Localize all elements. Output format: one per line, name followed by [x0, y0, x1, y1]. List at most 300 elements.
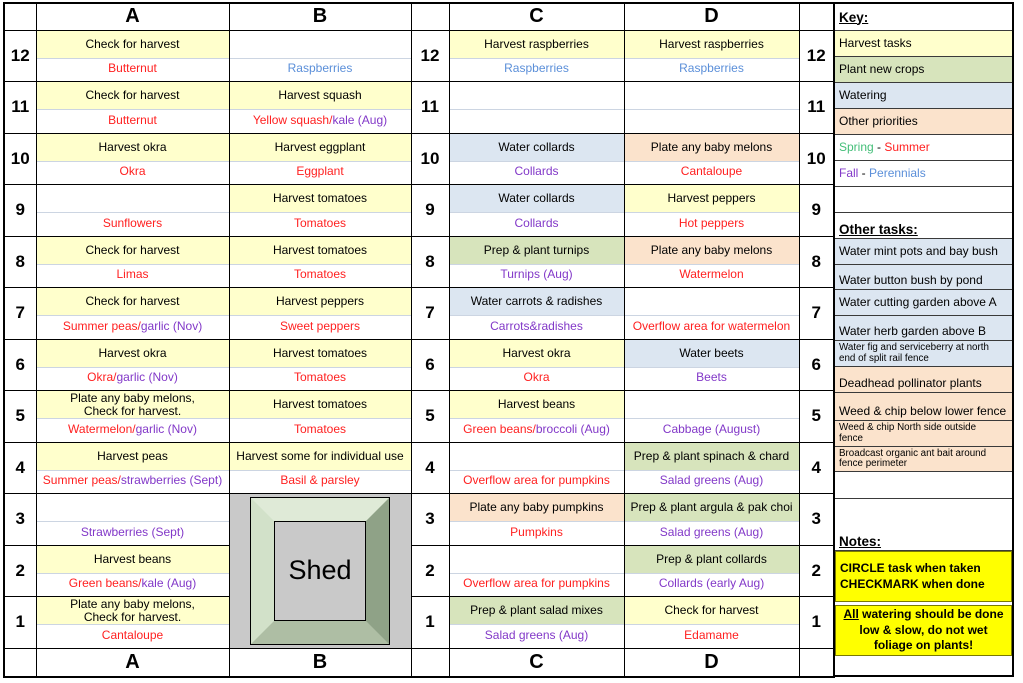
text-line — [625, 347, 799, 360]
cell-content — [450, 237, 624, 285]
cell-content — [625, 443, 799, 491]
task-B9 — [230, 185, 411, 213]
cell-A11[interactable] — [36, 82, 229, 134]
cell-A7[interactable] — [36, 288, 229, 340]
crop-D8 — [625, 265, 799, 285]
crop-D6 — [625, 368, 799, 388]
crop-A12 — [37, 59, 229, 79]
text-segment: - — [873, 140, 885, 154]
cell-D9[interactable] — [624, 185, 799, 237]
text-segment: Harvest some for individual use — [236, 448, 404, 463]
row-number-1[interactable]: 1 — [4, 597, 36, 649]
crop-B7 — [230, 316, 411, 336]
cell-D1[interactable] — [624, 597, 799, 649]
cell-B9[interactable] — [229, 185, 411, 237]
text-segment: Overflow area for watermelon — [632, 318, 791, 333]
cell-content — [37, 443, 229, 491]
text-segment: Harvest okra — [98, 139, 167, 154]
task-C9 — [450, 185, 624, 213]
row-number-6[interactable]: 6 — [411, 339, 449, 391]
text-line — [840, 623, 1007, 639]
text-segment: - — [858, 166, 870, 180]
text-line — [450, 604, 624, 617]
task-water-fig-serviceberry[interactable] — [835, 341, 1012, 367]
text-segment: Collards — [514, 215, 559, 230]
text-segment: Green beans/ — [68, 576, 142, 590]
task-D4 — [625, 443, 799, 471]
row-number-2[interactable]: 2 — [799, 545, 834, 597]
task-D8 — [625, 237, 799, 265]
column-footer-A[interactable]: A — [36, 648, 229, 677]
row-number-11[interactable]: 11 — [799, 82, 834, 134]
task-A9 — [37, 185, 229, 213]
text-segment: Other tasks: — [839, 222, 918, 237]
text-line — [839, 141, 1008, 154]
key-spacer-3[interactable] — [835, 656, 1012, 676]
task-water-herb-garden[interactable] — [835, 316, 1012, 341]
text-segment: Harvest peas — [97, 448, 168, 463]
crop-A10 — [37, 162, 229, 182]
text-segment: Water herb garden above B — [839, 324, 986, 338]
text-segment: Cantaloupe — [680, 164, 743, 178]
text-line — [37, 38, 229, 51]
cell-A6[interactable] — [36, 339, 229, 391]
cell-content — [450, 185, 624, 233]
column-header-A[interactable]: A — [36, 3, 229, 30]
text-line — [37, 347, 229, 360]
cell-content — [230, 185, 411, 233]
crop-D3 — [625, 522, 799, 542]
key-spacer-1[interactable] — [835, 187, 1012, 213]
text-segment: Harvest raspberries — [484, 36, 589, 51]
text-segment: Raspberries — [679, 61, 744, 75]
cell-D10[interactable] — [624, 133, 799, 185]
text-line — [230, 295, 411, 308]
task-A11 — [37, 82, 229, 110]
note-circle-checkmark[interactable] — [835, 551, 1012, 602]
cell-content — [450, 288, 624, 336]
task-ant-bait[interactable] — [835, 447, 1012, 472]
text-line — [625, 141, 799, 154]
task-B5 — [230, 391, 411, 419]
crop-B6 — [230, 368, 411, 388]
cell-C1[interactable] — [449, 597, 624, 649]
note-watering-low-slow[interactable] — [835, 605, 1012, 656]
key-item-other-priorities[interactable] — [835, 109, 1012, 135]
row-number-2[interactable]: 2 — [4, 545, 36, 597]
text-segment: Water collards — [498, 139, 575, 154]
cell-content — [625, 391, 799, 439]
text-line — [230, 347, 411, 360]
row-number-9[interactable]: 9 — [4, 185, 36, 237]
task-B12 — [230, 31, 411, 59]
key-item-fall-perennials[interactable] — [835, 161, 1012, 187]
grid-row-6 — [4, 339, 834, 391]
task-deadhead-pollinators[interactable] — [835, 367, 1012, 393]
crop-C11 — [450, 110, 624, 130]
cell-C8[interactable] — [449, 236, 624, 288]
row-number-1[interactable]: 1 — [799, 597, 834, 649]
task-D9 — [625, 185, 799, 213]
crop-C10 — [450, 162, 624, 182]
crop-B4 — [230, 471, 411, 491]
cell-D2[interactable] — [624, 545, 799, 597]
text-segment: Collards (early Aug) — [658, 576, 765, 590]
cell-B12[interactable] — [229, 30, 411, 82]
column-header-D[interactable]: D — [624, 3, 799, 30]
crop-C3 — [450, 522, 624, 542]
text-segment: Fall — [839, 166, 859, 180]
cell-D7[interactable] — [624, 288, 799, 340]
cell-D4[interactable] — [624, 442, 799, 494]
text-segment: Okra — [523, 370, 550, 384]
row-number-8[interactable]: 8 — [4, 236, 36, 288]
row-number-3[interactable]: 3 — [799, 494, 834, 546]
crop-A11 — [37, 110, 229, 130]
text-line — [839, 245, 1008, 258]
row-number-9[interactable]: 9 — [411, 185, 449, 237]
text-segment: Check for harvest — [85, 36, 180, 51]
cell-content — [625, 494, 799, 542]
text-line — [230, 450, 411, 463]
cell-A12[interactable] — [36, 30, 229, 82]
text-segment: Harvest tomatoes — [272, 242, 368, 257]
text-line — [625, 192, 799, 205]
row-number-8[interactable]: 8 — [411, 236, 449, 288]
grid-row-7 — [4, 288, 834, 340]
row-number-5[interactable]: 5 — [4, 391, 36, 443]
task-D6 — [625, 340, 799, 368]
text-segment: broccoli (Aug) — [535, 421, 610, 436]
column-header-C[interactable]: C — [449, 3, 624, 30]
notes-title[interactable] — [835, 499, 1012, 551]
text-line — [450, 141, 624, 154]
task-C6 — [450, 340, 624, 368]
cell-A3[interactable] — [36, 494, 229, 546]
text-segment: Check for harvest — [85, 242, 180, 257]
footer-spacer[interactable] — [4, 648, 36, 677]
text-segment: Other priorities — [839, 114, 918, 128]
task-B11 — [230, 82, 411, 110]
row-number-12[interactable]: 12 — [4, 30, 36, 82]
row-number-12[interactable]: 12 — [799, 30, 834, 82]
text-segment: Harvest okra — [98, 345, 167, 360]
shed-area[interactable] — [229, 494, 411, 649]
crop-A3 — [37, 522, 229, 542]
row-number-4[interactable]: 4 — [799, 442, 834, 494]
text-line — [37, 553, 229, 566]
text-segment: Prep & plant spinach & chard — [633, 448, 790, 463]
text-line — [450, 501, 624, 514]
cell-content — [625, 340, 799, 388]
cell-C12[interactable] — [449, 30, 624, 82]
text-line — [839, 37, 1008, 50]
task-water-button-bush[interactable] — [835, 265, 1012, 290]
text-segment: low & slow, do not wet — [859, 622, 988, 637]
row-number-10[interactable]: 10 — [411, 133, 449, 185]
corner-cell[interactable] — [411, 3, 449, 30]
text-segment: garlic (Nov) — [140, 318, 203, 333]
corner-cell[interactable] — [799, 3, 834, 30]
column-footer-B[interactable]: B — [229, 648, 411, 677]
text-segment: Cabbage (August) — [662, 421, 761, 436]
crop-C2 — [450, 574, 624, 594]
row-number-5[interactable]: 5 — [411, 391, 449, 443]
cell-content — [37, 237, 229, 285]
corner-cell[interactable] — [4, 3, 36, 30]
cell-C7[interactable] — [449, 288, 624, 340]
cell-B10[interactable] — [229, 133, 411, 185]
crop-A2 — [37, 574, 229, 594]
text-segment: Summer — [884, 140, 930, 154]
row-number-2[interactable]: 2 — [411, 545, 449, 597]
text-segment: Tomatoes — [293, 215, 347, 230]
text-line — [839, 167, 1008, 180]
text-segment: Prep & plant salad mixes — [470, 603, 603, 617]
cell-content — [37, 134, 229, 182]
text-segment: Hot peppers — [678, 215, 745, 230]
grid-body — [4, 30, 834, 648]
column-header-row — [4, 3, 834, 30]
text-segment: Overflow area for pumpkins — [463, 576, 610, 590]
text-segment: kale (Aug) — [332, 112, 388, 127]
cell-B11[interactable] — [229, 82, 411, 134]
text-segment: Salad greens (Aug) — [484, 627, 589, 642]
row-number-10[interactable]: 10 — [799, 133, 834, 185]
other-tasks-title[interactable] — [835, 213, 1012, 239]
row-number-3[interactable]: 3 — [4, 494, 36, 546]
crop-A9 — [37, 213, 229, 233]
text-segment: Turnips (Aug) — [500, 267, 573, 281]
footer-spacer[interactable] — [411, 648, 449, 677]
row-number-7[interactable]: 7 — [4, 288, 36, 340]
text-segment: Harvest raspberries — [659, 36, 764, 51]
task-B10 — [230, 134, 411, 162]
task-weed-chip-lower-fence[interactable] — [835, 393, 1012, 421]
cell-B5[interactable] — [229, 391, 411, 443]
text-line — [37, 405, 229, 418]
cell-A10[interactable] — [36, 133, 229, 185]
row-number-11[interactable]: 11 — [4, 82, 36, 134]
cell-B8[interactable] — [229, 236, 411, 288]
column-footer-row — [4, 648, 834, 677]
text-segment: watering should be done — [858, 607, 1004, 622]
text-segment: Watermelon/ — [68, 421, 136, 436]
task-A2 — [37, 546, 229, 574]
text-line — [450, 244, 624, 257]
cell-C10[interactable] — [449, 133, 624, 185]
row-number-6[interactable]: 6 — [4, 339, 36, 391]
task-water-mint[interactable] — [835, 239, 1012, 265]
text-segment: Water button bush by pond — [839, 273, 983, 287]
row-number-7[interactable]: 7 — [799, 288, 834, 340]
cell-content — [230, 288, 411, 336]
cell-A5[interactable] — [36, 391, 229, 443]
cell-D11[interactable] — [624, 82, 799, 134]
text-segment: Harvest peppers — [275, 294, 365, 308]
text-line — [839, 115, 1008, 128]
row-number-9[interactable]: 9 — [799, 185, 834, 237]
cell-content — [625, 185, 799, 233]
cell-D6[interactable] — [624, 339, 799, 391]
text-line — [625, 501, 799, 514]
cell-content — [450, 134, 624, 182]
text-segment: fence perimeter — [839, 458, 908, 469]
crop-B5 — [230, 419, 411, 439]
text-segment: Summer peas/ — [42, 473, 121, 487]
key-item-watering[interactable] — [835, 83, 1012, 109]
cell-C5[interactable] — [449, 391, 624, 443]
task-D3 — [625, 494, 799, 522]
text-segment: Butternut — [108, 61, 157, 75]
text-line — [839, 377, 1008, 390]
text-segment: foliage on plants! — [873, 638, 974, 653]
task-D10 — [625, 134, 799, 162]
text-segment: Tomatoes — [293, 267, 347, 281]
cell-B4[interactable] — [229, 442, 411, 494]
crop-B10 — [230, 162, 411, 182]
row-number-6[interactable]: 6 — [799, 339, 834, 391]
cell-A2[interactable] — [36, 545, 229, 597]
text-segment: Limas — [116, 267, 149, 281]
text-line — [839, 423, 1008, 434]
cell-D3[interactable] — [624, 494, 799, 546]
cell-C6[interactable] — [449, 339, 624, 391]
cell-A4[interactable] — [36, 442, 229, 494]
key-item-plant-new-crops[interactable] — [835, 57, 1012, 83]
cell-C3[interactable] — [449, 494, 624, 546]
row-number-5[interactable]: 5 — [799, 391, 834, 443]
text-segment: Key: — [839, 9, 869, 25]
cell-B6[interactable] — [229, 339, 411, 391]
text-line — [839, 325, 1008, 338]
grid-row-1 — [4, 597, 834, 649]
key-title[interactable] — [835, 4, 1012, 31]
text-segment: Plate any baby melons — [650, 139, 773, 154]
grid-row-3 — [4, 494, 834, 546]
text-segment: Broadcast organic ant bait around — [839, 447, 987, 459]
task-D1 — [625, 597, 799, 625]
row-number-8[interactable]: 8 — [799, 236, 834, 288]
text-line — [625, 553, 799, 566]
cell-C2[interactable] — [449, 545, 624, 597]
row-number-1[interactable]: 1 — [411, 597, 449, 649]
column-header-B[interactable]: B — [229, 3, 411, 30]
task-A8 — [37, 237, 229, 265]
grid-row-10 — [4, 133, 834, 185]
cell-C9[interactable] — [449, 185, 624, 237]
text-segment: Salad greens (Aug) — [659, 473, 764, 487]
crop-C12 — [450, 59, 624, 79]
row-number-7[interactable]: 7 — [411, 288, 449, 340]
text-segment: Raspberries — [287, 61, 353, 75]
text-segment: Harvest tomatoes — [272, 397, 368, 411]
cell-content — [625, 82, 799, 130]
key-item-harvest-tasks[interactable] — [835, 31, 1012, 57]
task-D2 — [625, 546, 799, 574]
crop-C7 — [450, 316, 624, 336]
text-line — [839, 434, 1008, 445]
text-line — [230, 89, 411, 102]
row-number-4[interactable]: 4 — [4, 442, 36, 494]
cell-A9[interactable] — [36, 185, 229, 237]
text-segment: Spring — [839, 140, 874, 154]
cell-D8[interactable] — [624, 236, 799, 288]
text-segment: Cantaloupe — [101, 627, 164, 642]
cell-D5[interactable] — [624, 391, 799, 443]
task-A10 — [37, 134, 229, 162]
task-water-cutting-garden[interactable] — [835, 290, 1012, 316]
text-segment: garlic (Nov) — [135, 421, 197, 436]
shed-graphic — [250, 497, 390, 645]
text-segment: Sunflowers — [102, 215, 163, 230]
text-segment: end of split rail fence — [839, 352, 929, 364]
text-segment: Plate any baby melons, — [70, 390, 195, 405]
cell-C4[interactable] — [449, 442, 624, 494]
crop-C1 — [450, 625, 624, 645]
footer-spacer[interactable] — [799, 648, 834, 677]
cell-content — [625, 546, 799, 594]
text-segment: Harvest tomatoes — [272, 191, 368, 205]
text-segment: Prep & plant collards — [656, 551, 767, 566]
crop-A4 — [37, 471, 229, 491]
text-segment: strawberries (Sept) — [120, 473, 223, 487]
column-footer-C[interactable]: C — [449, 648, 624, 677]
cell-C11[interactable] — [449, 82, 624, 134]
crop-D1 — [625, 625, 799, 645]
task-C8 — [450, 237, 624, 265]
row-number-12[interactable]: 12 — [411, 30, 449, 82]
row-number-11[interactable]: 11 — [411, 82, 449, 134]
crop-C4 — [450, 471, 624, 491]
row-number-10[interactable]: 10 — [4, 133, 36, 185]
row-number-4[interactable]: 4 — [411, 442, 449, 494]
text-segment: Harvest beans — [497, 397, 576, 411]
text-segment: Plant new crops — [839, 62, 925, 76]
cell-content — [230, 443, 411, 491]
text-line — [230, 192, 411, 205]
text-segment: Check for harvest — [85, 88, 180, 102]
crop-A6 — [37, 368, 229, 388]
text-segment: Harvest eggplant — [274, 139, 366, 154]
cell-A1[interactable] — [36, 597, 229, 649]
text-line — [450, 295, 624, 308]
key-spacer-2[interactable] — [835, 472, 1012, 499]
task-weed-chip-north-side[interactable] — [835, 421, 1012, 447]
cell-content — [230, 340, 411, 388]
column-footer-D[interactable]: D — [624, 648, 799, 677]
cell-D12[interactable] — [624, 30, 799, 82]
crop-C6 — [450, 368, 624, 388]
cell-content — [625, 237, 799, 285]
text-segment: Okra — [119, 164, 146, 178]
row-number-3[interactable]: 3 — [411, 494, 449, 546]
task-A3 — [37, 494, 229, 522]
text-segment: Pumpkins — [510, 524, 563, 539]
cell-content — [230, 391, 411, 439]
cell-content — [37, 597, 229, 645]
text-line — [37, 141, 229, 154]
text-line — [839, 354, 1008, 365]
text-segment: Butternut — [108, 112, 157, 127]
grid-row-11 — [4, 82, 834, 134]
cell-A8[interactable] — [36, 236, 229, 288]
text-line — [230, 244, 411, 257]
key-item-spring-summer[interactable] — [835, 135, 1012, 161]
cell-B7[interactable] — [229, 288, 411, 340]
text-segment: fence — [839, 432, 863, 444]
text-segment: Notes: — [839, 534, 882, 549]
